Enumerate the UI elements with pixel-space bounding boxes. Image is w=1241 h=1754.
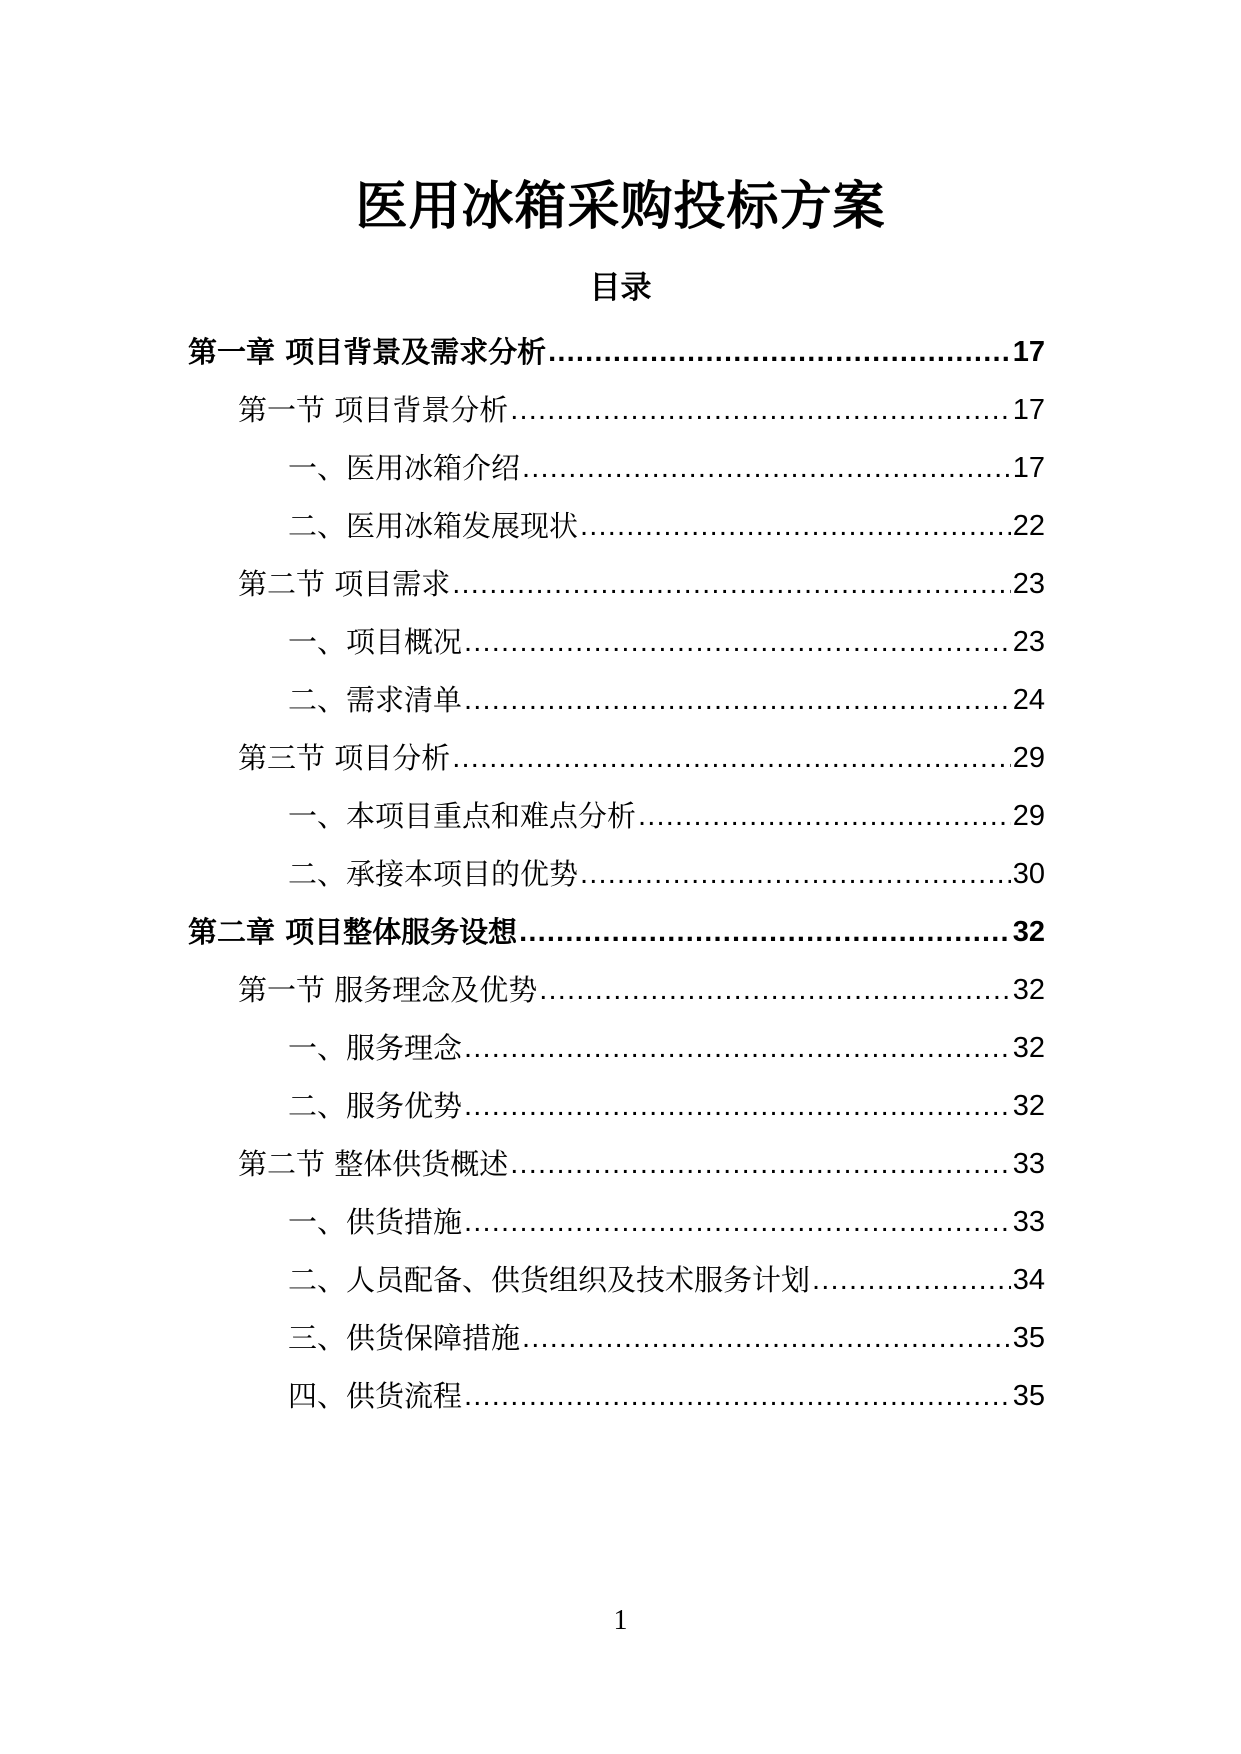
toc-page-number: 34 — [1012, 1264, 1045, 1296]
toc-dot-leader — [539, 968, 1011, 1012]
toc-entry-subsection[interactable] — [288, 1026, 1045, 1070]
toc-entry-title: 第二节 整体供货概述 — [238, 1147, 509, 1181]
toc-dot-leader — [519, 910, 1011, 954]
toc-entry-title: 一、本项目重点和难点分析 — [288, 799, 637, 833]
toc-dot-leader — [548, 330, 1011, 374]
toc-entry-subsection[interactable] — [288, 1200, 1045, 1244]
toc-page-number: 32 — [1012, 916, 1045, 948]
toc-page-number: 35 — [1012, 1380, 1045, 1412]
toc-entry-title: 二、医用冰箱发展现状 — [288, 509, 579, 543]
toc-page-number: 17 — [1012, 452, 1045, 484]
toc-entry-title: 二、人员配备、供货组织及技术服务计划 — [288, 1263, 811, 1297]
toc-dot-leader — [464, 1084, 1011, 1128]
toc-dot-leader — [510, 388, 1011, 432]
toc-dot-leader — [510, 1142, 1011, 1186]
toc-page-number: 33 — [1012, 1148, 1045, 1180]
toc-entry-section[interactable] — [238, 388, 1045, 432]
toc-dot-leader — [464, 1026, 1011, 1070]
toc-entry-subsection[interactable] — [288, 1258, 1045, 1302]
toc-dot-leader — [464, 678, 1011, 722]
toc-dot-leader — [638, 794, 1011, 838]
toc-entry-section[interactable] — [238, 736, 1045, 780]
toc-entry-title: 三、供货保障措施 — [288, 1321, 521, 1355]
toc-dot-leader — [522, 446, 1011, 490]
toc-entry-section[interactable] — [238, 562, 1045, 606]
toc-entry-title: 二、承接本项目的优势 — [288, 857, 579, 891]
toc-dot-leader — [452, 562, 1011, 606]
toc-dot-leader — [522, 1316, 1011, 1360]
toc-entry-subsection[interactable] — [288, 504, 1045, 548]
toc-heading: 目录 — [589, 270, 652, 306]
toc-entry-title: 第三节 项目分析 — [238, 741, 451, 775]
toc-page-number: 30 — [1012, 858, 1045, 890]
toc-page-number: 17 — [1012, 336, 1045, 368]
toc-dot-leader — [812, 1258, 1011, 1302]
toc-entry-title: 第一节 项目背景分析 — [238, 393, 509, 427]
toc-entry-chapter[interactable] — [188, 330, 1045, 374]
page-number: 1 — [613, 1605, 628, 1636]
toc-page-number: 35 — [1012, 1322, 1045, 1354]
toc-dot-leader — [464, 1200, 1011, 1244]
toc-entry-subsection[interactable] — [288, 1316, 1045, 1360]
toc-entry-subsection[interactable] — [288, 678, 1045, 722]
toc-entry-subsection[interactable] — [288, 852, 1045, 896]
toc-page-number: 32 — [1012, 1090, 1045, 1122]
toc-entry-title: 第二章 项目整体服务设想 — [188, 915, 518, 949]
toc-entry-title: 一、服务理念 — [288, 1031, 463, 1065]
toc-page-number: 24 — [1012, 684, 1045, 716]
toc-entry-title: 二、服务优势 — [288, 1089, 463, 1123]
toc-entry-title: 一、医用冰箱介绍 — [288, 451, 521, 485]
toc-entry-title: 第二节 项目需求 — [238, 567, 451, 601]
toc-dot-leader — [580, 504, 1011, 548]
toc-dot-leader — [452, 736, 1011, 780]
toc-page-number: 29 — [1012, 742, 1045, 774]
toc-page-number: 32 — [1012, 1032, 1045, 1064]
toc-page-number: 17 — [1012, 394, 1045, 426]
document-title: 医用冰箱采购投标方案 — [355, 177, 886, 237]
toc-page-number: 32 — [1012, 974, 1045, 1006]
toc-entry-subsection[interactable] — [288, 446, 1045, 490]
toc-entry-subsection[interactable] — [288, 794, 1045, 838]
toc-entry-title: 第一节 服务理念及优势 — [238, 973, 538, 1007]
toc-page-number: 23 — [1012, 626, 1045, 658]
toc-entry-subsection[interactable] — [288, 1374, 1045, 1418]
toc-entry-subsection[interactable] — [288, 620, 1045, 664]
toc-page-number: 29 — [1012, 800, 1045, 832]
toc-dot-leader — [464, 620, 1011, 664]
toc-entry-chapter[interactable] — [188, 910, 1045, 954]
toc-entry-title: 二、需求清单 — [288, 683, 463, 717]
toc-entry-title: 第一章 项目背景及需求分析 — [188, 335, 547, 369]
toc-dot-leader — [580, 852, 1011, 896]
toc-dot-leader — [464, 1374, 1011, 1418]
toc-entry-section[interactable] — [238, 968, 1045, 1012]
toc-entry-title: 四、供货流程 — [288, 1379, 463, 1413]
toc-page-number: 22 — [1012, 510, 1045, 542]
toc-page-number: 33 — [1012, 1206, 1045, 1238]
toc-entry-title: 一、供货措施 — [288, 1205, 463, 1239]
toc-entry-subsection[interactable] — [288, 1084, 1045, 1128]
toc-entry-section[interactable] — [238, 1142, 1045, 1186]
toc-entry-title: 一、项目概况 — [288, 625, 463, 659]
toc-page-number: 23 — [1012, 568, 1045, 600]
